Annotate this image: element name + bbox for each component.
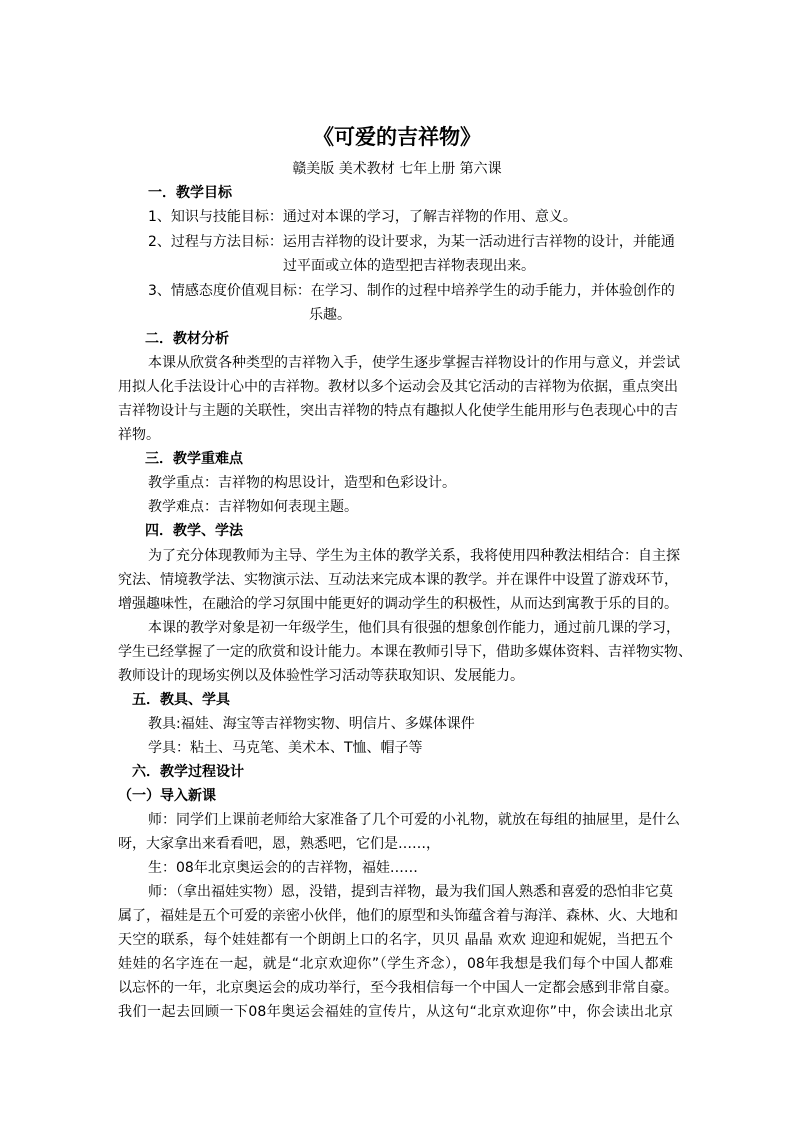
process-line4: 师：（拿出福娃实物）恩，没错，提到吉祥物，最为我们国人熟悉和喜爱的恐怕非它莫 <box>148 884 673 900</box>
key-point-difficulty: 教学难点：吉祥物如何表现主题。 <box>148 499 358 515</box>
section-heading-tools: 五．教具、学具 <box>132 692 230 708</box>
process-line3: 生：08年北京奥运会的的吉祥物，福娃…… <box>148 860 418 876</box>
process-line7: 娃娃的名字连在一起，就是“北京欢迎你”（学生齐念），08年我想是我们每个中国人都难 <box>118 956 673 972</box>
objective-emotion-line1: 3、情感态度价值观目标：在学习、制作的过程中培养学生的动手能力，并体验创作的 <box>148 283 675 299</box>
methods-line4: 本课的教学对象是初一年级学生，他们具有很强的想象创作能力，通过前几课的学习， <box>148 620 680 636</box>
section-heading-methods: 四．教学、学法 <box>145 523 243 539</box>
methods-line6: 教师设计的现场实例以及体验性学习活动等获取知识、发展能力。 <box>118 668 524 684</box>
methods-line2: 究法、情境教学法、实物演示法、互动法来完成本课的教学。并在课件中设置了游戏环节， <box>118 572 678 588</box>
analysis-line1: 本课从欣赏各种类型的吉祥物入手，使学生逐步掌握吉祥物设计的作用与意义，并尝试 <box>148 355 680 371</box>
section-heading-key-points: 三．教学重难点 <box>145 451 243 467</box>
document-subtitle: 赣美版 美术教材 七年上册 第六课 <box>292 161 502 177</box>
teacher-tools: 教具:福娃、海宝等吉祥物实物、明信片、多媒体课件 <box>148 716 475 732</box>
section-heading-analysis: 二．教材分析 <box>145 331 229 347</box>
methods-line5: 学生已经掌握了一定的欣赏和设计能力。本课在教师引导下，借助多媒体资料、吉祥物实物、 <box>118 644 692 660</box>
objective-emotion-line2: 乐趣。 <box>309 307 351 323</box>
process-line9: 我们一起去回顾一下08年奥运会福娃的宣传片，从这句“北京欢迎你”中，你会读出北京 <box>118 1004 673 1020</box>
methods-line1: 为了充分体现教师为主导、学生为主体的教学关系，我将使用四种教法相结合：自主探 <box>148 548 680 564</box>
document-title: 《可爱的吉祥物》 <box>313 125 481 149</box>
process-line8: 以忘怀的一年，北京奥运会的成功举行，至今我相信每一个中国人一定都会感到非常自豪。 <box>118 980 678 996</box>
student-tools: 学具：粘土、马克笔、美术本、T恤、帽子等 <box>148 740 423 756</box>
process-line2: 呀，大家拿出来看看吧，恩，熟悉吧，它们是……， <box>118 836 440 852</box>
objective-knowledge: 1、知识与技能目标：通过对本课的学习，了解吉祥物的作用、意义。 <box>148 209 577 225</box>
analysis-line2: 用拟人化手法设计心中的吉祥物。教材以多个运动会及其它活动的吉祥物为依据，重点突出 <box>118 379 678 395</box>
section-heading-objectives: 一．教学目标 <box>148 185 232 201</box>
objective-process-line2: 过平面或立体的造型把吉祥物表现出来。 <box>283 258 535 274</box>
section-heading-process: 六．教学过程设计 <box>132 764 244 780</box>
process-line6: 天空的联系，每个娃娃都有一个朗朗上口的名字，贝贝 晶晶 欢欢 迎迎和妮妮，当把五个 <box>118 932 673 948</box>
analysis-line4: 祥物。 <box>118 427 160 443</box>
objective-process-line1: 2、过程与方法目标：运用吉祥物的设计要求，为某一活动进行吉祥物的设计，并能通 <box>148 234 675 250</box>
analysis-line3: 吉祥物设计与主题的关联性，突出吉祥物的特点有趣拟人化使学生能用形与色表现心中的吉 <box>118 403 678 419</box>
process-line1: 师：同学们上课前老师给大家准备了几个可爱的小礼物，就放在每组的抽屉里，是什么 <box>148 812 680 828</box>
process-line5: 属了，福娃是五个可爱的亲密小伙伴，他们的原型和头饰蕴含着与海洋、森林、火、大地和 <box>118 908 678 924</box>
subsection-heading-intro: （一）导入新课 <box>118 788 216 804</box>
methods-line3: 增强趣味性，在融洽的学习氛围中能更好的调动学生的积极性，从而达到寓教于乐的目的。 <box>118 596 678 612</box>
key-point-focus: 教学重点：吉祥物的构思设计，造型和色彩设计。 <box>148 475 456 491</box>
